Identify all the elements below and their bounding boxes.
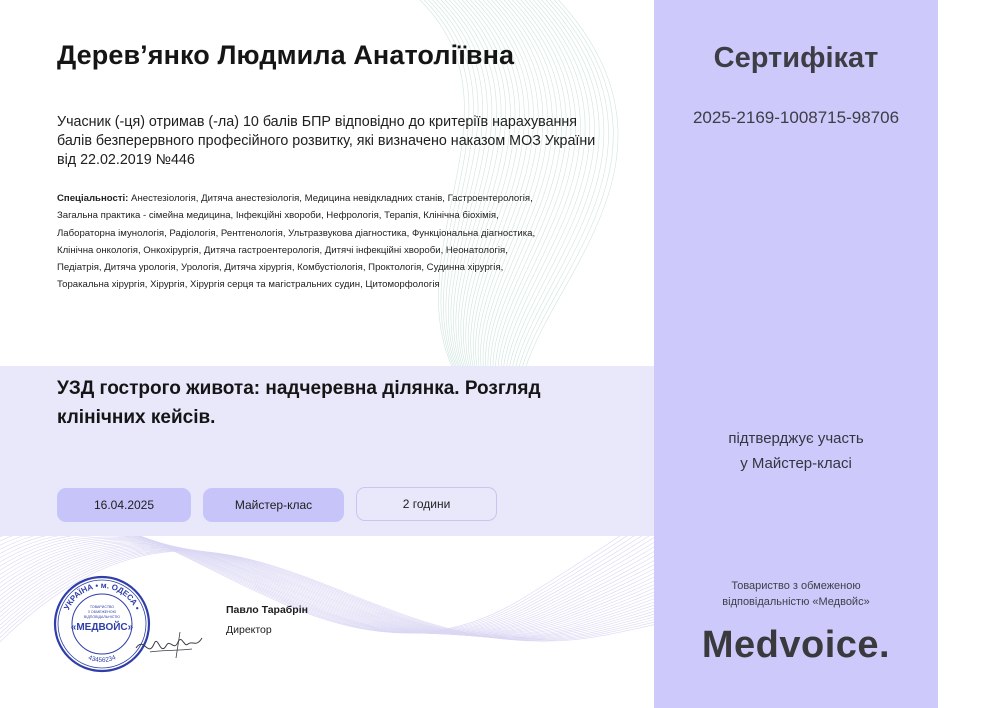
signer-role: Директор	[226, 624, 272, 636]
signature-icon	[130, 618, 210, 668]
company-line: відповідальністю «Медвойс»	[722, 596, 870, 608]
course-title-line: УЗД гострого живота: надчеревна ділянка. Розгляд	[57, 378, 541, 399]
company-name	[654, 578, 938, 610]
signer-name: Павло Тарабрін	[226, 604, 308, 616]
specialties-line: Клінічна онкологія, Онкохірургія, Дитяча гастроентерологія, Дитячі інфекційні хвороби, Неонатологія,	[57, 244, 508, 256]
event-type-badge: Майстер-клас	[203, 488, 344, 522]
specialties-line: Анестезіологія, Дитяча анестезіологія, Медицина невідкладних станів, Гастроентерологія,	[131, 193, 533, 204]
specialties-line: Педіатрія, Дитяча урологія, Урологія, Дитяча хірургія, Комбустіологія, Проктологія, Судинна хірургія,	[57, 262, 504, 274]
statement-line: Учасник (-ця) отримав (-ла) 10 балів БПР відповідно до критеріїв нарахування	[57, 114, 578, 130]
company-line: Товариство з обмеженою	[731, 580, 861, 592]
course-title-line: клінічних кейсів.	[57, 407, 216, 428]
specialties-label: Спеціальності:	[57, 193, 129, 204]
duration-badge: 2 години	[356, 487, 497, 521]
medvoice-logo: Medvoice.	[701, 624, 891, 666]
svg-text:«МЕДВОЙС»: «МЕДВОЙС»	[70, 622, 134, 633]
svg-text:ТОВАРИСТВО: ТОВАРИСТВО	[89, 605, 115, 609]
statement-line: від 22.02.2019 №446	[57, 152, 195, 168]
participation-confirmation	[654, 426, 938, 476]
recipient-name: Дерев’янко Людмила Анатоліївна	[57, 40, 515, 70]
confirmation-line: у Майстер-класі	[740, 455, 852, 472]
certificate-number: 2025-2169-1008715-98706	[692, 108, 900, 127]
svg-text:43456234: 43456234	[87, 654, 117, 665]
course-title	[57, 374, 577, 432]
svg-text:УКРАЇНА • м. ОДЕСА •: УКРАЇНА • м. ОДЕСА •	[62, 580, 142, 612]
date-badge: 16.04.2025	[57, 488, 191, 522]
specialties-line: Загальна практика - сімейна медицина, Інфекційні хвороби, Нефрологія, Терапія, Клінічна біохімія,	[57, 210, 499, 222]
svg-text:З ОБМЕЖЕНОЮ: З ОБМЕЖЕНОЮ	[87, 610, 117, 614]
confirmation-line: підтверджує участь	[728, 430, 864, 447]
specialties-line: Торакальна хірургія, Хірургія, Хірургія серця та магістральних судин, Цитоморфологія	[57, 279, 440, 291]
svg-text:ВІДПОВІДАЛЬНІСТЮ: ВІДПОВІДАЛЬНІСТЮ	[83, 615, 121, 619]
specialties-line: Лабораторна імунологія, Радіологія, Рентгенологія, Ультразвукова діагностика, Функціональна діагностика,	[57, 227, 536, 239]
bpr-statement	[57, 113, 627, 170]
certificate-title: Сертифікат	[713, 42, 879, 74]
statement-line: балів безперервного професійного розвитку, які визначено наказом МОЗ України	[57, 133, 596, 149]
specialties-list	[57, 190, 617, 294]
